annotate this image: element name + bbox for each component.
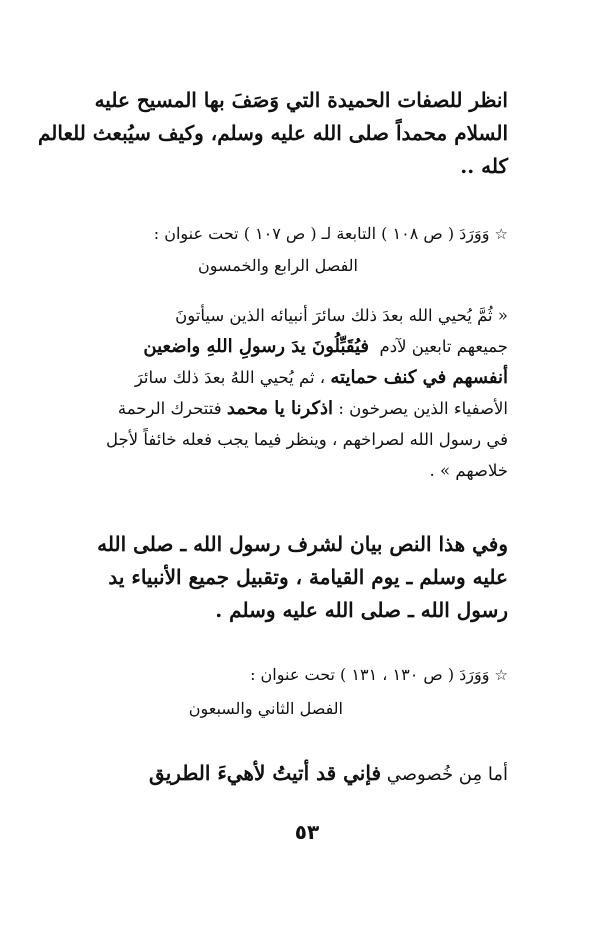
quote-emphasis: اذكرنا يا محمد	[226, 398, 334, 419]
quote-text: جميعهم تابعين لآدم	[379, 337, 508, 356]
reference-note-2	[94, 658, 508, 726]
quotation-1	[94, 300, 508, 486]
quote-emphasis: أنفسهم في كنف حمايته	[330, 367, 508, 388]
reference-note-line	[94, 218, 508, 250]
quote-line	[94, 331, 508, 362]
reference-note-line	[94, 658, 508, 692]
intro-paragraph	[37, 84, 508, 183]
section-title: الفصل الرابع والخمسون	[197, 256, 358, 275]
comment-line: رسول الله ـ صلى الله عليه وسلم .	[215, 598, 508, 622]
comment-line: عليه وسلم ـ يوم القيامة ، وتقبيل جميع الأنبياء يد	[108, 565, 508, 589]
star-icon: ☆	[494, 225, 508, 243]
intro-line: السلام محمداً صلى الله عليه وسلم، وكيف سيُبعث للعالم	[37, 121, 508, 145]
quote-line: « ثُمَّ يُحيي الله بعدَ ذلك سائرَ أنبيائه الذين سيأتونَ	[175, 306, 508, 325]
quote-line	[94, 754, 508, 792]
quotation-2	[94, 754, 508, 792]
comment-line: وفي هذا النص بيان لشرف رسول الله ـ صلى الله	[97, 532, 508, 556]
quote-emphasis: فيُقَبِّلُونَ يدَ رسولِ اللهِ واضعين	[143, 336, 370, 357]
intro-line: كله ..	[460, 154, 508, 178]
reference-note-1	[94, 218, 508, 282]
quote-line	[94, 362, 508, 393]
section-title: الفصل الثاني والسبعون	[188, 699, 343, 718]
comment-paragraph	[94, 528, 508, 627]
reference-note-text: وَوَرَدَ ( ص ١٠٨ ) التابعة لـ ( ص ١٠٧ ) تحت عنوان :	[153, 224, 490, 243]
quote-line: في رسول الله لصراخهم ، وينظر فيما يجب فعله خائفاً لأجل	[106, 430, 508, 449]
quote-emphasis: فإني قد أتيتُ لأهيءَ الطريق	[149, 761, 382, 785]
quote-text: الأصفياء الذين يصرخون :	[338, 399, 508, 418]
reference-note-text: وَوَرَدَ ( ص ١٣٠ ، ١٣١ ) تحت عنوان :	[250, 665, 490, 684]
quote-line: خلاصهم » .	[429, 461, 508, 480]
quote-line	[94, 393, 508, 424]
quote-text: أما مِن خُصوصي	[386, 764, 508, 785]
page-number: ٥٣	[294, 820, 320, 844]
quote-text: فتتحرك الرحمة	[117, 399, 222, 418]
star-icon: ☆	[494, 666, 508, 684]
intro-line: انظر للصفات الحميدة التي وَصَفَ بها المسيح عليه	[94, 88, 508, 112]
quote-text: ، ثم يُحيي اللهُ بعدَ ذلك سائرَ	[134, 368, 326, 387]
